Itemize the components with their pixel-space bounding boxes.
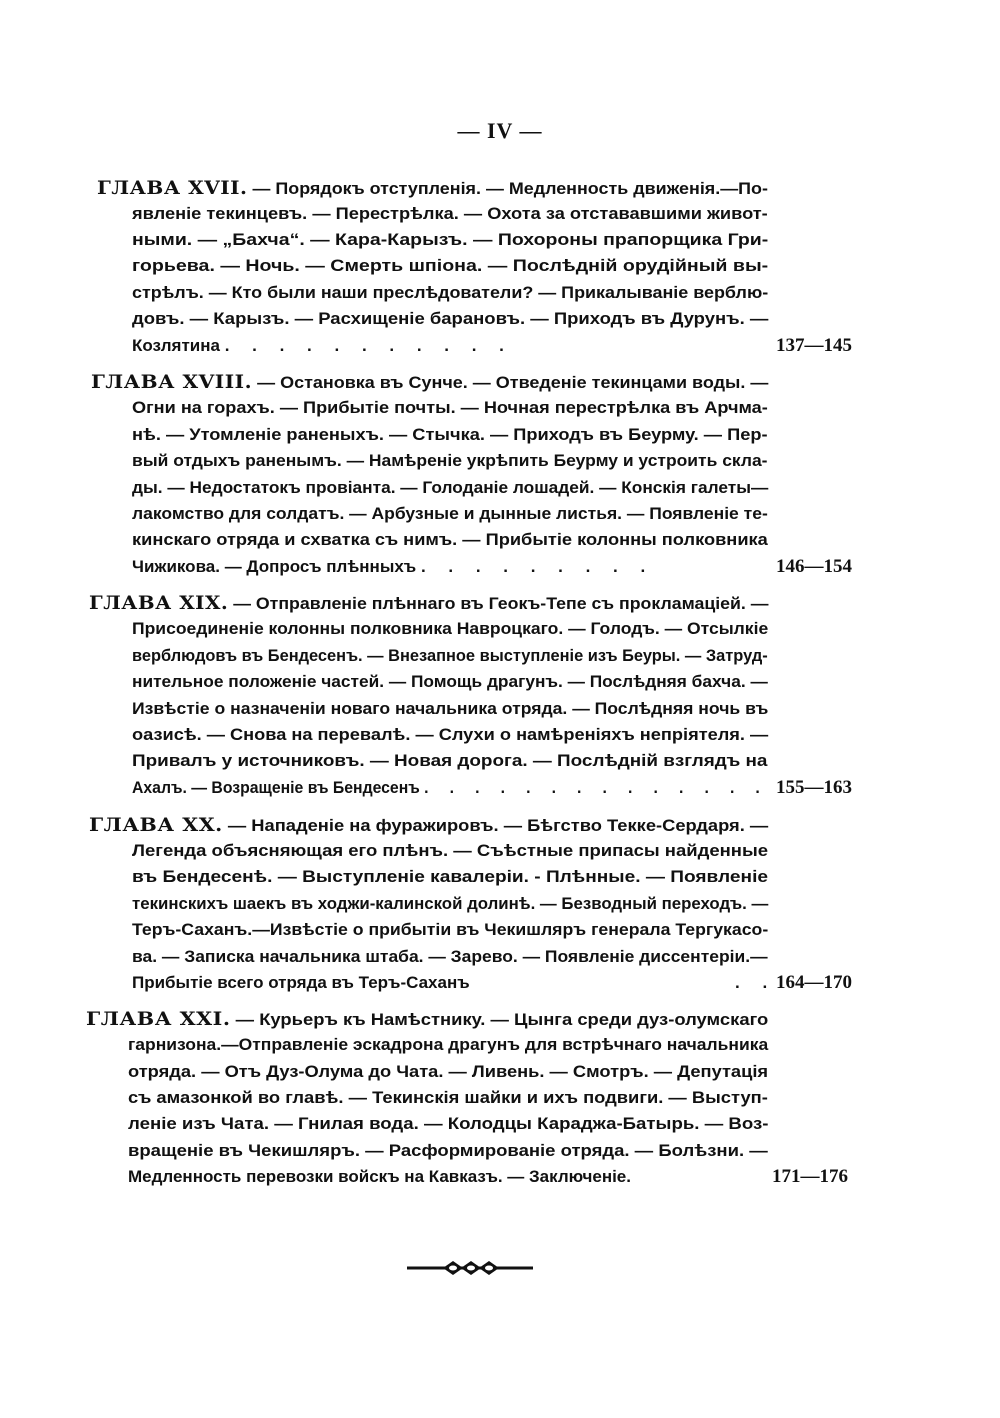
toc-line: въ Бендесенѣ. — Выступленіе кавалеріи. - Плѣнные. — Появленіе <box>132 867 769 886</box>
toc-line: Извѣстіе о назначеніи новаго начальника отряда. — Послѣдняя ночь въ <box>132 699 769 718</box>
toc-line: съ амазонкой во главѣ. — Текинскія шайки и ихъ подвиги. — Выступ- <box>128 1088 768 1107</box>
toc-line: ды. — Недостатокъ провіанта. — Голоданіе лошадей. — Конскія галеты— <box>132 478 769 497</box>
toc-line: отряда. — Отъ Дуз-Олума до Чата. — Ливень. — Смотръ. — Депутація <box>128 1062 769 1081</box>
page-range: 137—145 <box>776 335 852 356</box>
toc-text: Козлятина <box>132 336 220 355</box>
dot-leader: . . . . . . . . . <box>420 557 655 576</box>
dot-leader: . . . . . . . . . . . . . . <box>424 778 769 797</box>
toc-line: ными. — „Бахча“. — Кара-Карызъ. — Похороны прапорщика Гри- <box>132 230 769 249</box>
toc-line-last <box>132 554 654 580</box>
toc-line-last <box>132 970 470 996</box>
toc-line: Теръ-Саханъ.—Извѣстіе о прибытіи въ Чекишляръ генерала Тергукасо- <box>132 920 769 939</box>
chapter-label: ГЛАВА XX. <box>89 814 223 836</box>
toc-line <box>97 175 768 201</box>
toc-line: вращеніе въ Чекишляръ. — Расформированіе отряда. — Болѣзни. — <box>128 1141 768 1160</box>
toc-text: Ахалъ. — Возращеніе въ Бендесенъ <box>132 778 420 797</box>
page-range: 171—176 <box>772 1166 848 1187</box>
dot-leader-text: . . <box>735 973 777 992</box>
toc-line: леніе изъ Чата. — Гнилая вода. — Колодцы Караджа-Батырь. — Воз- <box>128 1114 769 1133</box>
chapter-label: ГЛАВА XXI. <box>86 1008 231 1030</box>
toc-line <box>89 812 768 838</box>
toc-line: лакомство для солдатъ. — Арбузные и дынные листья. — Появленіе те- <box>132 504 768 523</box>
toc-text: Чижикова. — Допросъ плѣнныхъ <box>132 557 417 576</box>
toc-line: стрѣлъ. — Кто были наши преслѣдователи? — Прикалываніе верблю- <box>132 283 769 302</box>
toc-line: горьева. — Ночь. — Смерть шпіона. — Послѣдній орудійный вы- <box>132 256 769 275</box>
toc-line: текинскихъ шаекъ въ ходжи-калинской долинѣ. — Безводный переходъ. — <box>132 894 769 913</box>
toc-line-last <box>132 775 768 801</box>
toc-line: верблюдовъ въ Бендесенъ. — Внезапное выступленіе изъ Беуры. — Затруд- <box>132 646 768 665</box>
chapter-label: ГЛАВА XVII. <box>97 177 248 199</box>
toc-line: оазисѣ. — Снова на перевалѣ. — Слухи о намѣреніяхъ непріятеля. — <box>132 725 769 744</box>
toc-line: Присоединеніе колонны полковника Навроцкаго. — Голодъ. — Отсылкіе <box>132 619 769 638</box>
chapter-label: ГЛАВА XIX. <box>89 592 229 614</box>
page-range: 146—154 <box>776 556 852 577</box>
toc-line: Огни на горахъ. — Прибытіе почты. — Ночная перестрѣлка въ Арчма- <box>132 398 768 417</box>
toc-line-last <box>132 333 513 359</box>
page-range: 155—163 <box>776 777 852 798</box>
page-number: — IV — <box>457 118 543 143</box>
toc-line: Легенда объясняющая его плѣнъ. — Съѣстные припасы найденные <box>132 841 769 860</box>
toc-line: вый отдыхъ раненымъ. — Намѣреніе укрѣпить Беурму и устроить скла- <box>132 451 768 470</box>
toc-text: — Курьеръ къ Намѣстнику. — Цынга среди дуз-олумскаго <box>235 1010 769 1029</box>
toc-line: кинскаго отряда и схватка съ нимъ. — Прибытіе колонны полковника <box>132 530 768 549</box>
toc-line: явленіе текинцевъ. — Перестрѣлка. — Охота за отстававшими живот- <box>132 204 768 223</box>
toc-line: Привалъ у источниковъ. — Новая дорога. — Послѣдній взглядъ на <box>132 751 768 770</box>
toc-line: нѣ. — Утомленіе раненыхъ. — Стычка. — Приходъ въ Беурму. — Пер- <box>132 425 768 444</box>
chapter-label: ГЛАВА XVIII. <box>91 371 253 393</box>
toc-line <box>86 1006 768 1032</box>
toc-text: — Порядокъ отступленія. — Медленность движенія.—По- <box>252 179 768 198</box>
toc-text: — Остановка въ Сунче. — Отведеніе текинцами воды. — <box>257 373 769 392</box>
toc-line <box>91 369 768 395</box>
page-range: 164—170 <box>776 972 852 993</box>
toc-text: — Нападеніе на фуражировъ. — Бѣгство Текке-Сердаря. — <box>227 816 769 835</box>
toc-text: Прибытіе всего отряда въ Теръ-Саханъ <box>132 973 470 992</box>
toc-line: гарнизона.—Отправленіе эскадрона драгунъ для встрѣчнаго начальника <box>128 1035 769 1054</box>
toc-line: нительное положеніе частей. — Помощь драгунъ. — Послѣдняя бахча. — <box>132 672 768 691</box>
tailpiece-ornament-icon <box>405 1258 535 1278</box>
toc-line-last: Медленность перевозки войскъ на Кавказъ. — Заключеніе. <box>128 1167 631 1186</box>
toc-line <box>89 590 769 616</box>
toc-line: ва. — Записка начальника штаба. — Зарево. — Появленіе диссентеріи.— <box>132 947 768 966</box>
dot-leader: . . . . . . . . . . . <box>224 336 513 355</box>
toc-line: довъ. — Карызъ. — Расхищеніе барановъ. — Приходъ въ Дурунъ. — <box>132 309 769 328</box>
dot-leader <box>735 970 776 996</box>
toc-text: — Отправленіе плѣннаго въ Геокъ-Тепе съ прокламаціей. — <box>233 594 769 613</box>
